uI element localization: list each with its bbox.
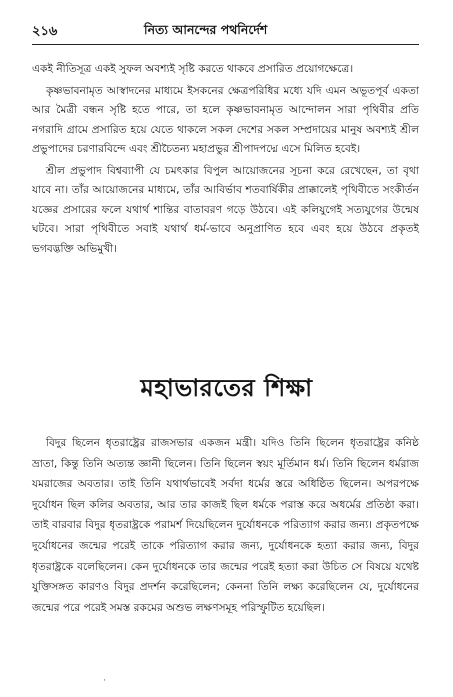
page-number: ২১৬ <box>32 24 58 39</box>
paragraph: বিদুর ছিলেন ধৃতরাষ্ট্রের রাজসভার একজন মন্ত্রী। যদিও তিনি ছিলেন ধৃতরাষ্ট্রের কনিষ্ঠ ভ্রাতা, কিন্তু তিনি অত্যন্ত জ্ঞানী ছিলেন। তিনি ছিলেন স্বয়ং মূর্তিমান ধর্ম। তিনি ছিলেন ধর্মরাজ যমরাজের অবতার। তাই তিনি যথার্থভাবেই সর্বদা ধর্মের স্তরে অধিষ্ঠিত ছিলেন। অপরপক্ষে দুর্যোধন ছিল কলির অবতার, আর তার কাজই ছিল ধর্মকে পরাস্ত করে অধর্মের প্রতিষ্ঠা করা। তাই বারবার বিদুর ধৃতরাষ্ট্রকে পরামর্শ দিয়েছিলেন দুর্যোধনকে পরিত্যাগ করার জন্য। প্রকৃতপক্ষে দুর্যোধনের জন্মের পরেই তাকে পরিত্যাগ করার জন্য, দুর্যোধনকে হত্যা করার জন্য, বিদুর ধৃতরাষ্ট্রকে বলেছিলেন। কেন দুর্যোধনকে তার জন্মের পরেই হত্যা করা উচিত সে বিষয়ে যথেষ্ট যুক্তিসঙ্গত কারণও বিদুর প্রদর্শন করেছিলেন; কেননা তিনি লক্ষ্য করেছিলেন যে, দুর্যোধনের জন্মের পরে পরেই সমস্ত রকমের অশুভ লক্ষণসমূহ পরিস্ফুটিত হয়েছিল। <box>32 437 419 614</box>
stray-ink-mark: · <box>103 676 106 686</box>
page-header <box>32 20 419 45</box>
paragraph: কৃষ্ণভাবনামৃত আস্বাদনের মাধ্যমে ইসকনের ক্ষেত্রপরিধির মধ্যে যদি এমন অভূতপূর্ব একতা আর মৈত্রী বন্ধন সৃষ্টি হতে পারে, তা হলে কৃষ্ণভাবনামৃত আন্দোলন সারা পৃথিবীর প্রতি নগরাদি গ্রামে প্রসারিত হয়ে যেতে থাকলে সকল দেশের সকল সম্প্রদায়ের মানুষ অবশ্যই শ্রীল প্রভুপাদের চরণারবিন্দে এবং শ্রীচৈতন্য মহাপ্রভুর শ্রীপাদপদ্মে এসে মিলিত হবেই। <box>32 84 419 155</box>
paragraph: শ্রীল প্রভুপাদ বিশ্বব্যাপী যে চমৎকার বিপুল আয়োজনের সূচনা করে রেখেছেন, তা বৃথা যাবে না। তাঁর আয়োজনের মাধ্যমে, তাঁর আবির্ভাব শতবার্ষিকীর প্রাক্কালেই পৃথিবীতে সংকীর্তন যজ্ঞের প্রসারের ফলে যথার্থ শান্তির বাতাবরণ গড়ে উঠবে। এই কলিযুগেই সত্যযুগের উন্মেষ ঘটবে। সারা পৃথিবীতে সবাই যথার্থ ধর্ম-ভাবে অনুপ্রাণিত হবে এবং হয়ে উঠবে প্রকৃতই ভগবদ্ভক্তি অভিমুখী। <box>32 164 419 255</box>
chapter-title: মহাভারতের শিক্ষা <box>140 373 313 402</box>
paragraph-continuation: একই নীতিসূত্র একই সুফল অবশ্যই সৃষ্টি করতে থাকবে প্রসারিত প্রয়োগক্ষেত্রে। <box>32 63 354 75</box>
body-text-top <box>32 60 419 261</box>
body-text-bottom <box>32 433 419 618</box>
running-title: নিত্য আনন্দের পথনির্দেশ <box>144 22 268 37</box>
